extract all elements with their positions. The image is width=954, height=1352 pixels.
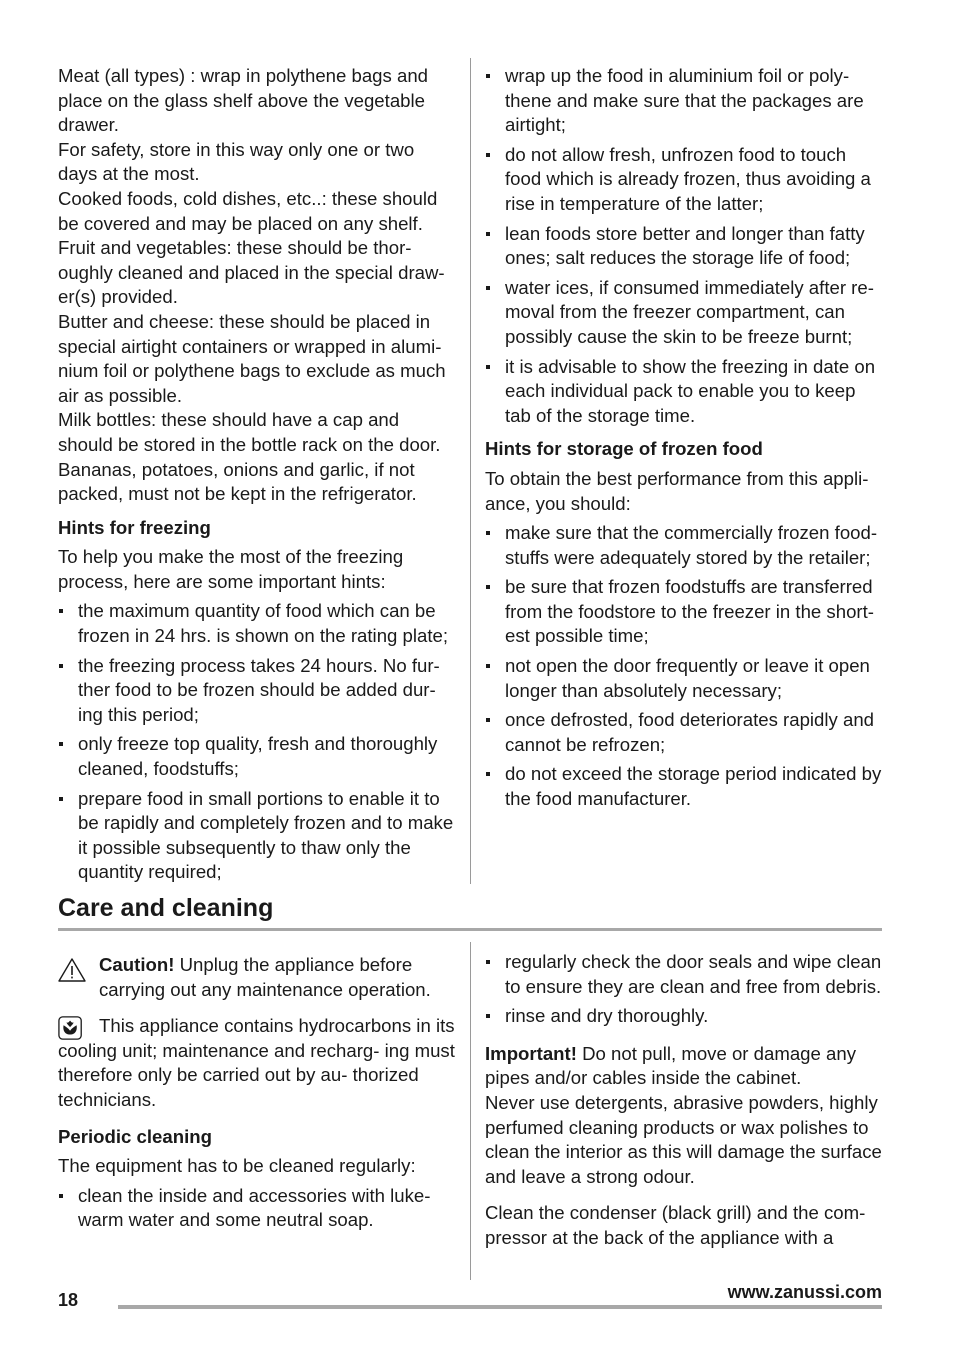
list-item: make sure that the commercially frozen food- stuffs were adequately stored by the retailer; <box>485 521 883 570</box>
storage-paragraph: Milk bottles: these should have a cap and should be stored in the bottle rack on the door. <box>58 409 441 455</box>
storage-paragraph: For safety, store in this way only one or two days at the most. <box>58 138 415 185</box>
caution-label: Caution! <box>99 954 175 975</box>
important-text: Do not pull, move or damage any pipes and/or cables inside the cabinet. <box>485 1042 857 1089</box>
list-item: prepare food in small portions to enable it to be rapidly and completely frozen and to make it possible subsequently to thaw only the quantity required; <box>58 787 456 885</box>
list-item: be sure that frozen foodstuffs are transferred from the foodstore to the freezer in the short- est possible time; <box>485 575 883 649</box>
storage-paragraph: Bananas, potatoes, onions and garlic, if not packed, must not be kept in the refrigerator. <box>58 458 417 505</box>
list-item: rinse and dry thoroughly. <box>485 1004 883 1029</box>
list-item: only freeze top quality, fresh and thoroughly cleaned, foodstuffs; <box>58 732 456 781</box>
storage-paragraph: Meat (all types) : wrap in polythene bags and place on the glass shelf above the vegetable drawer. <box>58 65 429 136</box>
environment-notice <box>58 1014 456 1112</box>
storage-paragraph: Fruit and vegetables: these should be thor- oughly cleaned and placed in the special draw- er(s) provided. <box>58 237 445 308</box>
list-item: do not allow fresh, unfrozen food to touch food which is already frozen, thus avoiding a rise in temperature of the latter; <box>485 143 883 217</box>
list-item: water ices, if consumed immediately after re- moval from the freezer compartment, can possibly cause the skin to be freeze burnt; <box>485 276 883 350</box>
periodic-cleaning-heading: Periodic cleaning <box>58 1125 212 1147</box>
list-item: the freezing process takes 24 hours. No fur- ther food to be frozen should be added dur- ing this period; <box>58 654 456 728</box>
important-notice <box>485 1042 883 1091</box>
periodic-cleaning-intro: The equipment has to be cleaned regularly: <box>58 1155 416 1177</box>
frozen-storage-intro: To obtain the best performance from this appli- ance, you should: <box>485 467 869 514</box>
frozen-storage-list <box>485 521 883 812</box>
care-column-left <box>58 953 456 1233</box>
column-divider-top <box>470 58 471 884</box>
storage-column-right <box>485 64 883 812</box>
periodic-cleaning-list-continued <box>485 950 883 1029</box>
list-item: regularly check the door seals and wipe clean to ensure they are clean and free from debris. <box>485 950 883 999</box>
freezing-hints-list-continued <box>485 64 883 428</box>
list-item: the maximum quantity of food which can be frozen in 24 hrs. is shown on the rating plate; <box>58 599 456 648</box>
storage-paragraph: Butter and cheese: these should be placed in special airtight containers or wrapped in alumi- nium foil or polythene bags to exclude as much air as possible. <box>58 310 446 406</box>
list-item: wrap up the food in aluminium foil or poly- thene and make sure that the packages are airtight; <box>485 64 883 138</box>
condenser-text: Clean the condenser (black grill) and the com- pressor at the back of the appliance with a <box>485 1202 866 1248</box>
list-item: do not exceed the storage period indicated by the food manufacturer. <box>485 762 883 811</box>
environment-text: This appliance contains hydrocarbons in its cooling unit; maintenance and recharg- ing must therefore only be carried out by au- thorized technicians. <box>58 1015 455 1110</box>
website-url: www.zanussi.com <box>727 1282 882 1302</box>
caution-notice <box>58 953 456 1002</box>
periodic-cleaning-list <box>58 1184 456 1233</box>
list-item: once defrosted, food deteriorates rapidly and cannot be refrozen; <box>485 708 883 757</box>
freezing-hints-intro: To help you make the most of the freezing process, here are some important hints: <box>58 546 404 592</box>
list-item: lean foods store better and longer than fatty ones; salt reduces the storage life of food; <box>485 222 883 271</box>
detergent-warning: Never use detergents, abrasive powders, highly perfumed cleaning products or wax polishes to clean the interior as this will damage the surface and leave a strong odour. <box>485 1091 882 1187</box>
page-number: 18 <box>58 1290 79 1310</box>
care-column-right <box>485 950 883 1251</box>
section-title: Care and cleaning <box>58 894 274 922</box>
freezing-hints-list <box>58 599 456 885</box>
frozen-storage-heading: Hints for storage of frozen food <box>485 438 763 460</box>
important-label: Important! <box>485 1042 577 1064</box>
caution-text: Unplug the appliance before carrying out any maintenance operation. <box>99 954 431 1000</box>
list-item: clean the inside and accessories with luke- warm water and some neutral soap. <box>58 1184 456 1233</box>
list-item: not open the door frequently or leave it open longer than absolutely necessary; <box>485 654 883 703</box>
section-divider <box>58 928 882 931</box>
list-item: it is advisable to show the freezing in date on each individual pack to enable you to keep tab of the storage time. <box>485 355 883 429</box>
warning-icon <box>58 957 86 983</box>
storage-column-left <box>58 64 456 885</box>
footer-divider <box>118 1305 882 1309</box>
storage-paragraph: Cooked foods, cold dishes, etc..: these should be covered and may be placed on any shelf. <box>58 187 438 234</box>
freezing-hints-heading: Hints for freezing <box>58 516 211 538</box>
environment-icon <box>58 1015 84 1041</box>
column-divider-bottom <box>470 942 471 1280</box>
